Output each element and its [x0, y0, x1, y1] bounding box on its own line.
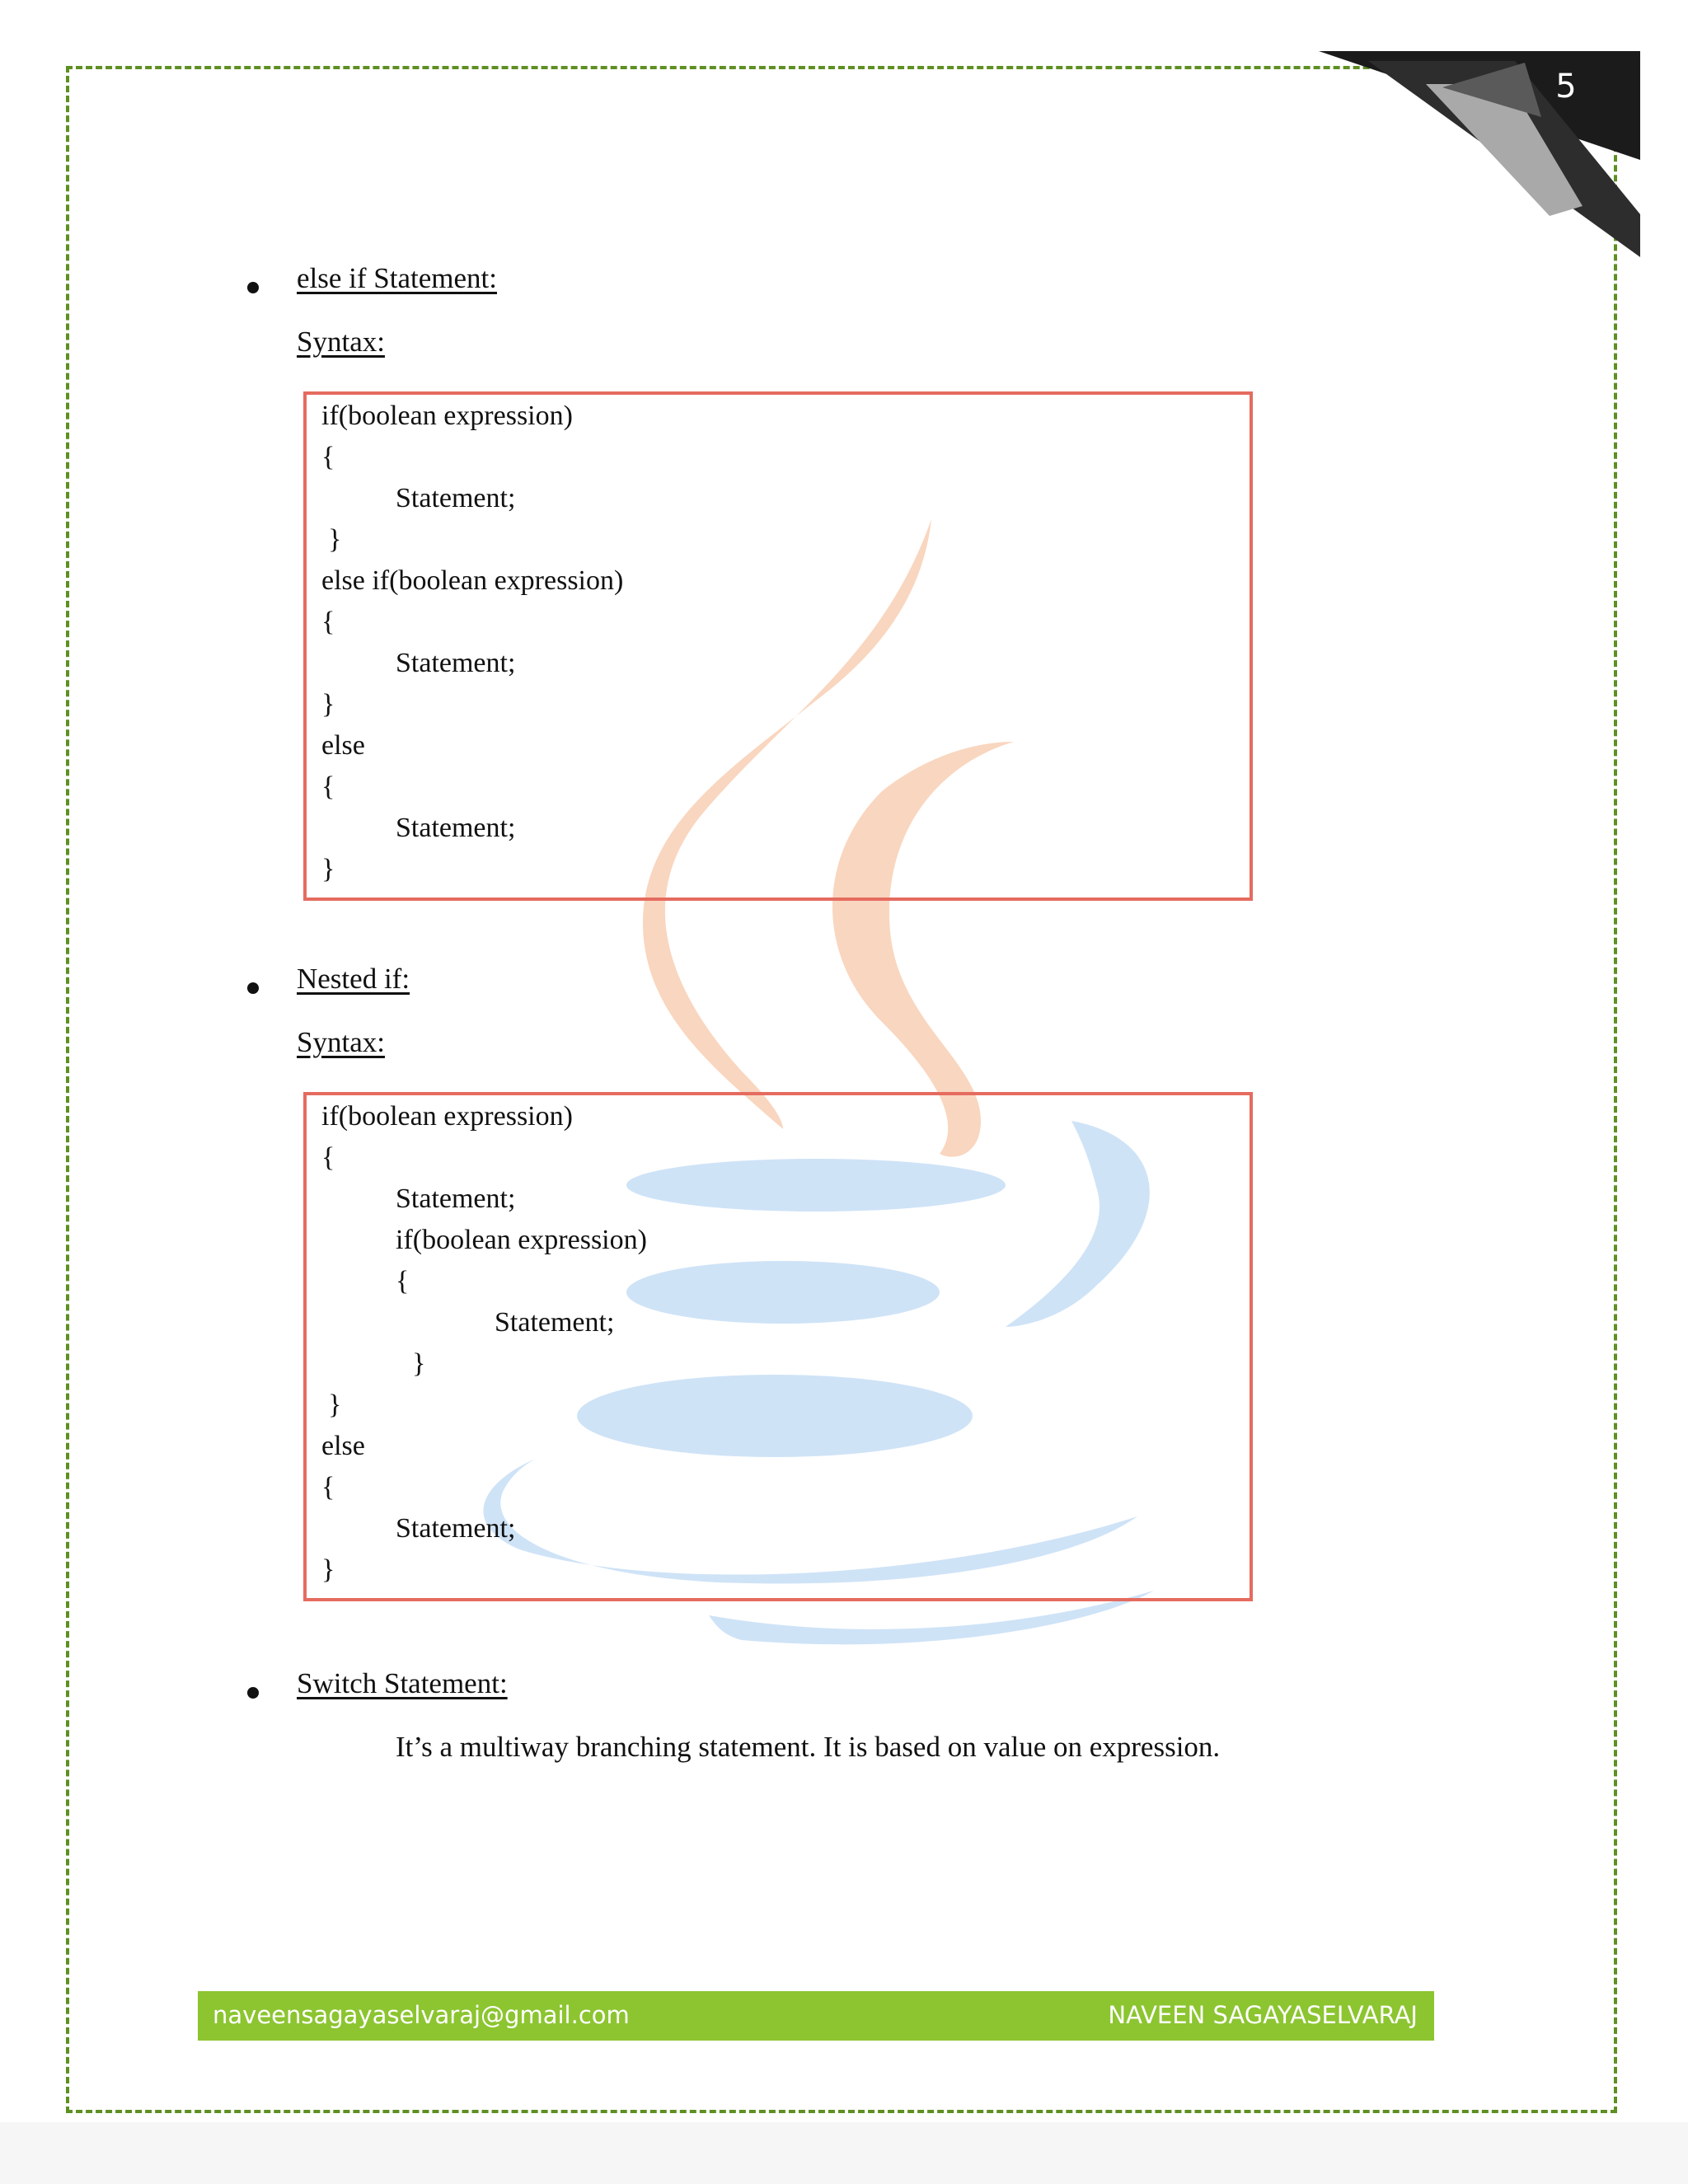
code-line: { [321, 1142, 335, 1173]
heading-nested-if: Nested if: [297, 963, 410, 995]
code-line: } [328, 524, 342, 555]
code-line: else [321, 730, 365, 761]
code-line: } [321, 1554, 335, 1585]
code-line: else if(boolean expression) [321, 565, 624, 596]
code-line: Statement; [396, 648, 516, 678]
code-line: } [328, 1390, 342, 1420]
syntax-label: Syntax: [297, 326, 385, 358]
syntax-label: Syntax: [297, 1026, 385, 1058]
code-line: Statement; [396, 813, 516, 843]
heading-switch: Switch Statement: [297, 1667, 508, 1699]
bullet-icon [247, 282, 259, 293]
code-box-nested-if [303, 1092, 1253, 1601]
code-line: else [321, 1431, 365, 1461]
code-box-else-if [303, 391, 1253, 901]
code-line: { [396, 1266, 410, 1296]
footer-email: naveensagayaselvaraj@gmail.com [213, 2001, 630, 2029]
code-line: } [321, 854, 335, 884]
bottom-strip [0, 2122, 1688, 2184]
bullet-icon [247, 1687, 259, 1699]
page-number: 5 [1555, 68, 1577, 105]
code-line: Statement; [396, 483, 516, 513]
footer-bar [198, 1991, 1434, 2041]
bullet-icon [247, 982, 259, 994]
heading-else-if: else if Statement: [297, 262, 497, 294]
code-line: { [321, 607, 335, 637]
code-line: { [321, 771, 335, 802]
code-line: if(boolean expression) [321, 401, 573, 431]
corner-ribbon-decoration [1319, 51, 1640, 274]
code-line: { [321, 442, 335, 472]
code-line: { [321, 1472, 335, 1502]
code-line: if(boolean expression) [321, 1101, 573, 1132]
switch-description: It’s a multiway branching statement. It is based on value on expression. [396, 1731, 1221, 1763]
footer-author-name: NAVEEN SAGAYASELVARAJ [1108, 2001, 1418, 2029]
code-line: Statement; [495, 1307, 615, 1338]
code-line: } [321, 689, 335, 719]
code-line: Statement; [396, 1183, 516, 1214]
code-line: Statement; [396, 1513, 516, 1544]
code-line: if(boolean expression) [396, 1225, 647, 1255]
code-line: } [412, 1348, 426, 1379]
